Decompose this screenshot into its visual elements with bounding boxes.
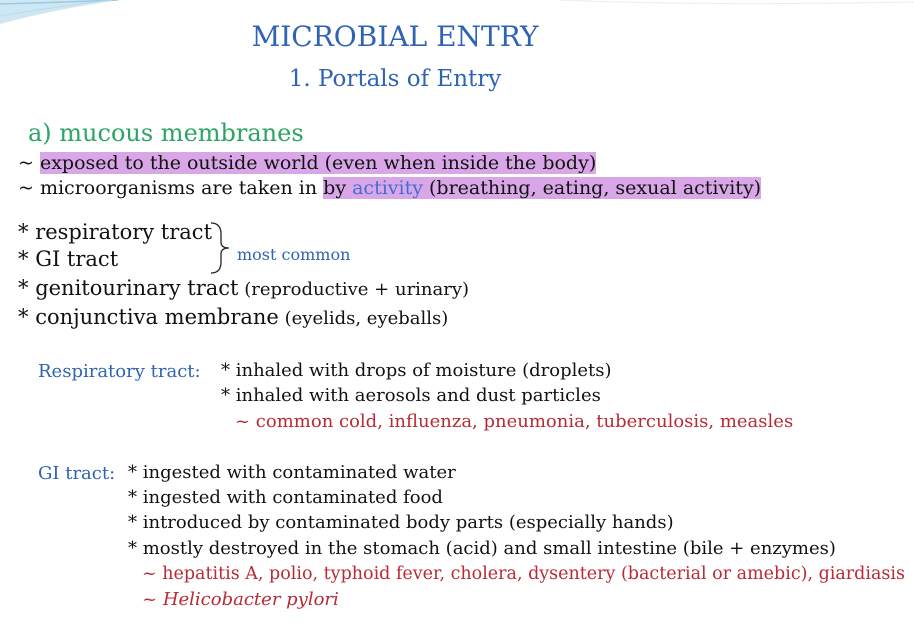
gi-line-2: * ingested with contaminated food <box>128 487 443 508</box>
tilde-prefix: ~ <box>142 589 163 610</box>
line-prefix: ~ <box>18 152 40 174</box>
highlight-post: (breathing, eating, sexual activity) <box>422 177 762 199</box>
gi-diseases: ~ hepatitis A, polio, typhoid fever, cholera, dysentery (bacterial or amebic), giardiasis <box>142 564 905 584</box>
bullet-conjunctiva <box>18 305 448 329</box>
gi-line-3: * introduced by contaminated body parts (especially hands) <box>128 512 674 533</box>
respiratory-line-1: * inhaled with drops of moisture (droplets) <box>221 360 612 381</box>
bullet-star: * <box>18 220 36 244</box>
bullet-detail: (eyelids, eyeballs) <box>278 308 449 329</box>
bullet-main: GI tract <box>35 247 119 271</box>
respiratory-line-2: * inhaled with aerosols and dust particles <box>221 385 601 406</box>
gi-helicobacter <box>142 589 339 610</box>
bullet-respiratory <box>18 220 212 244</box>
gi-line-4: * mostly destroyed in the stomach (acid) and small intestine (bile + enzymes) <box>128 538 836 559</box>
intro-line-2 <box>18 177 761 199</box>
slide-title: MICROBIAL ENTRY <box>251 20 539 53</box>
line-prefix: ~ microorganisms are taken in <box>18 177 324 199</box>
bullet-detail: (reproductive + urinary) <box>238 279 470 300</box>
helicobacter-name: Helicobacter pylori <box>162 589 339 610</box>
bullet-gi <box>18 247 118 271</box>
activity-keyword: activity <box>352 177 423 199</box>
highlighted-text <box>323 177 761 199</box>
slide-subtitle: 1. Portals of Entry <box>288 66 502 92</box>
highlighted-text: exposed to the outside world (even when inside the body) <box>39 152 597 174</box>
intro-line-1 <box>18 152 596 174</box>
bullet-star: * <box>18 276 36 300</box>
highlight-pre: by <box>323 177 353 199</box>
bullet-genitourinary <box>18 276 469 300</box>
curly-brace-icon <box>205 220 235 276</box>
most-common-note: most common <box>237 245 351 264</box>
respiratory-diseases: ~ common cold, influenza, pneumonia, tuberculosis, measles <box>235 411 794 432</box>
bullet-main: respiratory tract <box>35 220 213 244</box>
section-heading: a) mucous membranes <box>28 119 304 147</box>
bullet-star: * <box>18 305 36 329</box>
gi-label: GI tract: <box>38 463 116 484</box>
bullet-main: conjunctiva membrane <box>35 305 279 329</box>
gi-line-1: * ingested with contaminated water <box>128 462 456 483</box>
bullet-star: * <box>18 247 36 271</box>
bullet-main: genitourinary tract <box>35 276 239 300</box>
respiratory-label: Respiratory tract: <box>38 361 201 382</box>
